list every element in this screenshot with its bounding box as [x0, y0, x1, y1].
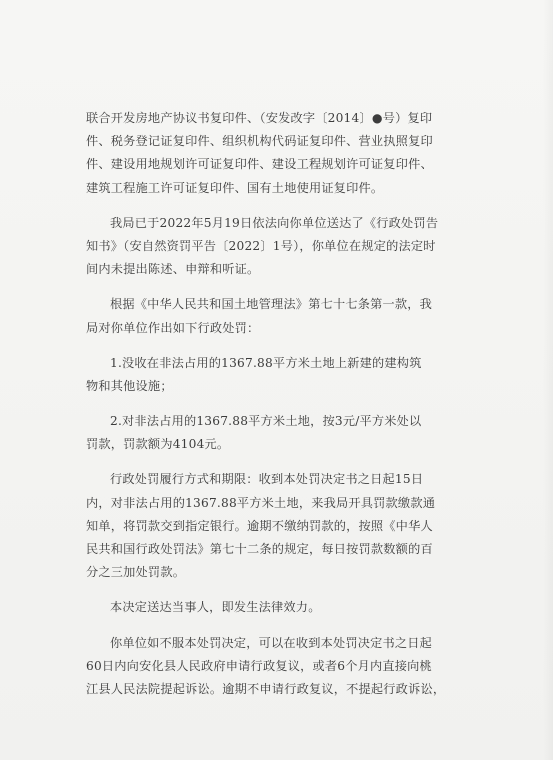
text-line: 我局已于2022年5月19日依法向你单位送达了《行政处罚告 [110, 215, 439, 230]
paragraph-gap [86, 200, 446, 212]
text-line: 根据《中华人民共和国土地管理法》第七十七条第一款，我 [110, 297, 433, 312]
text-line: 本决定送达当事人，即发生法律效力。 [110, 600, 321, 615]
text-line: 分之三加处罚款。 [86, 565, 186, 580]
text-line: 60日内向安化县人民政府申请行政复议，或者6个月内直接向桃 [86, 658, 432, 673]
paragraph-gap [86, 398, 446, 410]
text-line: 件、税务登记证复印件、组织机构代码证复印件、营业执照复印 [86, 134, 433, 149]
text-line: 联合开发房地产协议书复印件、（安发改字〔2014〕●号）复印 [86, 111, 433, 125]
text-line: 知书》（安自然资罚平告〔2022〕1号），你单位在规定的法定时 [86, 238, 436, 253]
paragraph-gap [86, 620, 446, 632]
text-line: 民共和国行政处罚法》第七十二条的规定，每日按罚款数额的百 [86, 542, 433, 556]
text-line: 间内未提出陈述、申辩和听证。 [86, 262, 260, 277]
text-line: 件、建设用地规划许可证复印件、建设工程规划许可证复印件、 [86, 157, 433, 172]
text-line: 行政处罚履行方式和期限：收到本处罚决定书之日起15日 [110, 472, 424, 487]
text-line: 内，对非法占用的1367.88平方米土地，来我局开具罚款缴款通 [86, 495, 436, 510]
text-line: 罚款，罚款额为4104元。 [86, 437, 230, 452]
paragraph-gap [86, 584, 446, 596]
paragraph-gap [86, 456, 446, 468]
paragraph-gap [86, 281, 446, 293]
text-line: 你单位如不服本处罚决定，可以在收到本处罚决定书之日起 [110, 635, 433, 650]
text-line: 局对你单位作出如下行政处罚： [86, 320, 260, 335]
document-body [86, 107, 446, 701]
text-line: 知单，将罚款交到指定银行。逾期不缴纳罚款的，按照《中华人 [86, 518, 433, 533]
paragraph-gap [86, 340, 446, 352]
text-line: 2.对非法占用的1367.88平方米土地，按3元/平方米处以 [110, 414, 422, 429]
text-line: 1.没收在非法占用的1367.88平方米土地上新建的建构筑 [110, 355, 422, 370]
text-line: 物和其他设施； [86, 378, 173, 393]
page-edge-shadow [543, 0, 553, 760]
text-line: 建筑工程施工许可证复印件、国有土地使用证复印件。 [86, 180, 384, 195]
text-line: 江县人民法院提起诉讼。逾期不申请行政复议，不提起行政诉讼， [86, 681, 446, 696]
